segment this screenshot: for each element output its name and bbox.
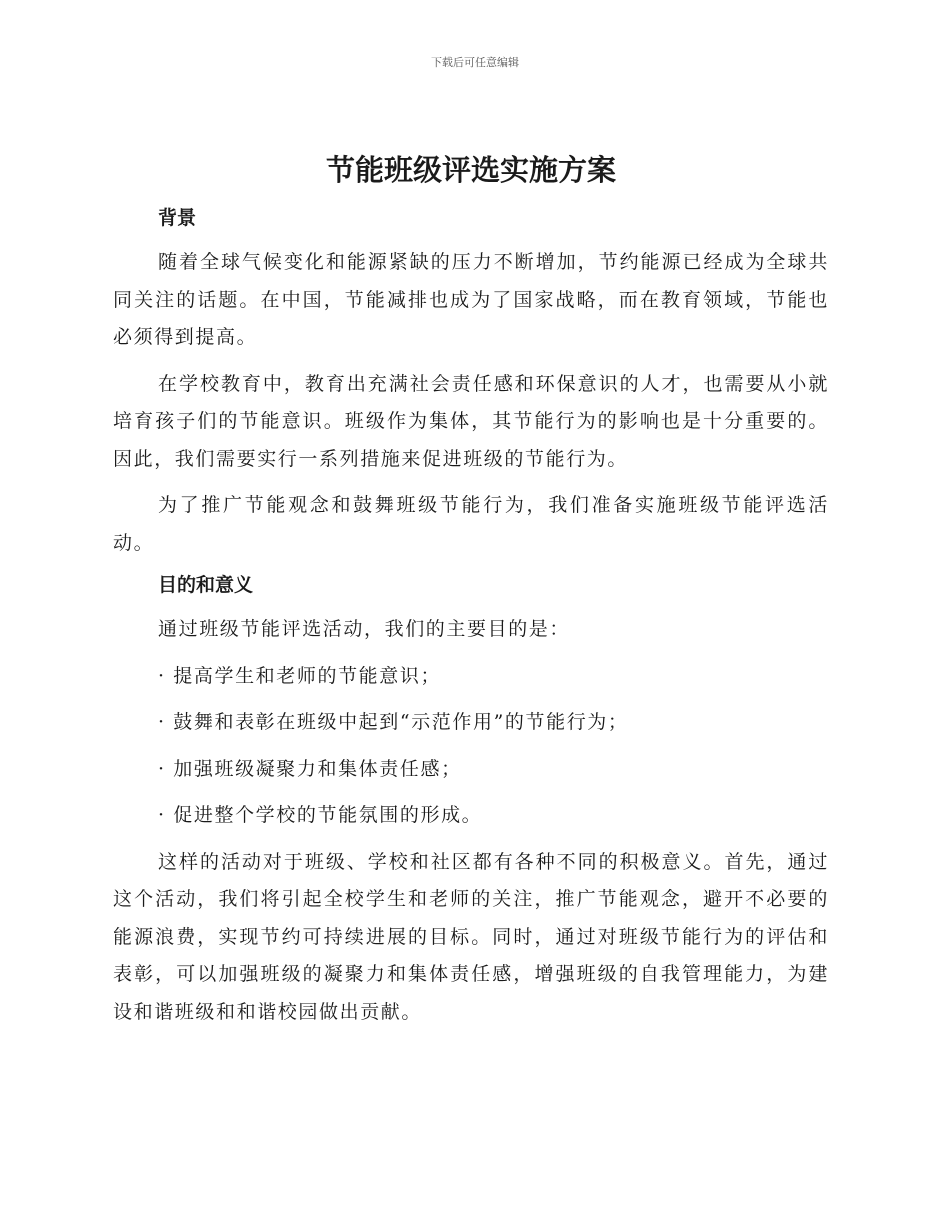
document-body <box>113 150 829 1040</box>
list-item: · 促进整个学校的节能氛围的形成。 <box>158 804 483 826</box>
section-heading-purpose: 目的和意义 <box>158 574 254 596</box>
page-header-note: 下载后可任意编辑 <box>431 56 519 69</box>
list-item: · 加强班级凝聚力和集体责任感； <box>158 757 462 780</box>
list-item: · 提高学生和老师的节能意识； <box>158 664 442 687</box>
purpose-intro: 通过班级节能评选活动，我们的主要目的是： <box>158 618 571 640</box>
background-paragraph-3: 为了推广节能观念和鼓舞班级节能行为，我们准备实施班级节能评选活动。 <box>113 494 829 554</box>
background-paragraph-2: 在学校教育中，教育出充满社会责任感和环保意识的人才，也需要从小就培育孩子们的节能意识。班级作为集体，其节能行为的影响也是十分重要的。因此，我们需要实行一系列措施来促进班级的节能行为。 <box>113 372 829 470</box>
purpose-conclusion: 这样的活动对于班级、学校和社区都有各种不同的积极意义。首先，通过这个活动，我们将引起全校学生和老师的关注，推广节能观念，避开不必要的能源浪费，实现节约可持续进展的目标。同时，通过对班级节能行为的评估和表彰，可以加强班级的凝聚力和集体责任感，增强班级的自我管理能力，为建设和谐班级和和谐校园做出贡献。 <box>113 850 829 1023</box>
list-item: · 鼓舞和表彰在班级中起到“示范作用”的节能行为； <box>158 711 629 733</box>
background-paragraph-1: 随着全球气候变化和能源紧缺的压力不断增加，节约能源已经成为全球共同关注的话题。在中国，节能减排也成为了国家战略，而在教育领域，节能也必须得到提高。 <box>113 251 829 348</box>
document-title: 节能班级评选实施方案 <box>325 153 616 187</box>
section-heading-background: 背景 <box>158 207 197 229</box>
purpose-list <box>113 658 829 835</box>
